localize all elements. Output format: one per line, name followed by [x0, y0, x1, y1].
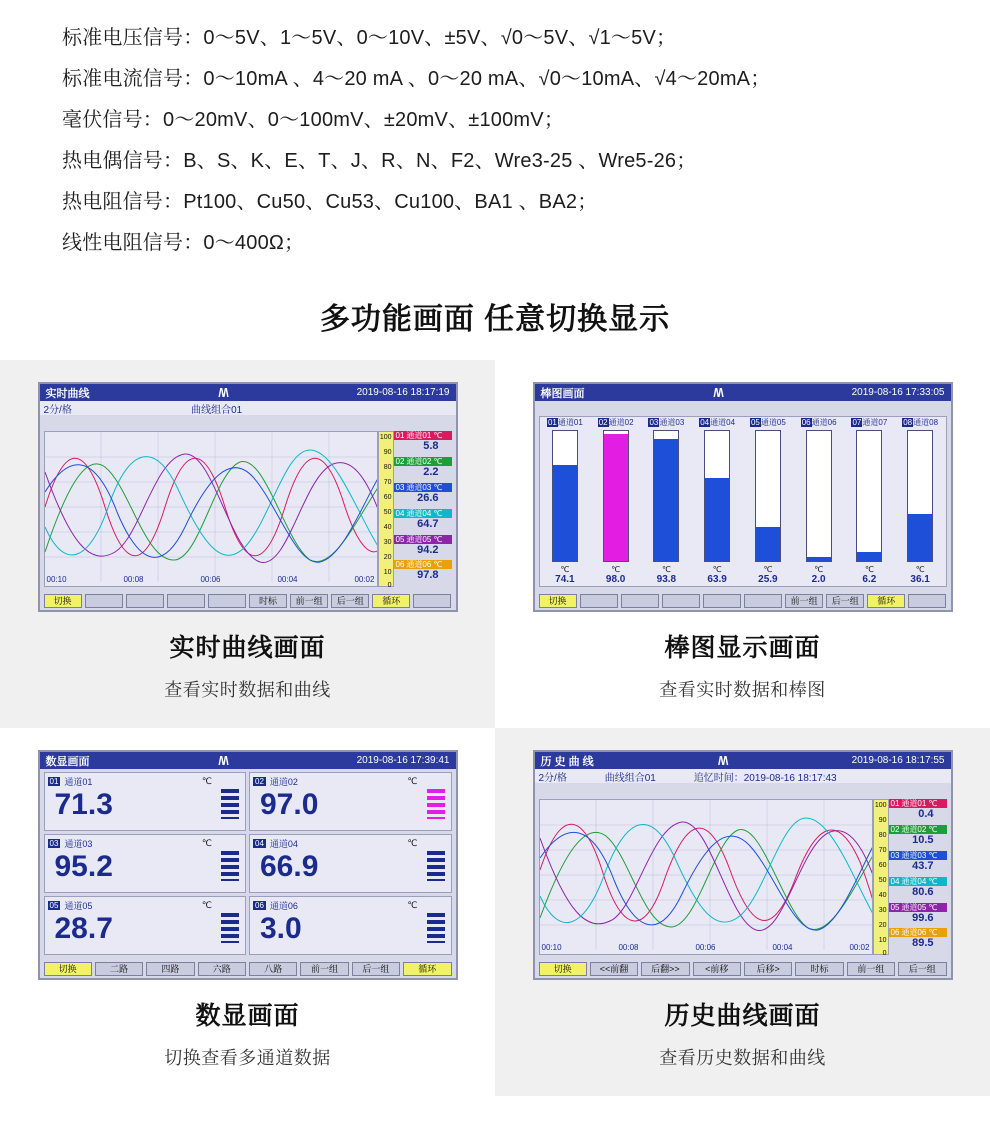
brand-logo-icon: /\/\ — [218, 385, 228, 400]
channel-value: 2.0 — [811, 574, 826, 585]
history-x-label: 00:10 — [541, 943, 562, 952]
history-title: 历 史 曲 线 — [540, 755, 594, 768]
bargraph-screen[interactable] — [533, 382, 953, 612]
panel-bargraph — [495, 360, 990, 728]
digital-cell[interactable] — [249, 896, 452, 955]
channel-name: 通道02 — [608, 418, 634, 427]
button-eight-ch[interactable]: 八路 — [249, 962, 297, 976]
button-switch[interactable]: 切换 — [44, 962, 92, 976]
channel-name: 通道04 — [406, 508, 432, 518]
channel-item[interactable] — [889, 825, 947, 851]
button-switch[interactable]: 切换 — [539, 594, 577, 608]
brand-logo-icon: /\/\ — [717, 753, 728, 768]
channel-name: 通道04 — [269, 839, 298, 849]
bargraph-col-head — [743, 417, 794, 429]
channel-value: 94.2 — [417, 543, 439, 556]
y-tick: 30 — [878, 907, 887, 914]
channel-unit: ℃ — [928, 799, 938, 808]
bar-column[interactable] — [692, 430, 743, 562]
channel-name: 通道04 — [901, 876, 927, 886]
channel-index: 04 — [700, 418, 710, 427]
history-subbar — [535, 769, 951, 783]
channel-index: 03 — [395, 482, 405, 492]
channel-name: 通道02 — [406, 456, 432, 466]
channel-unit: ℃ — [661, 565, 671, 574]
channel-item[interactable] — [394, 535, 452, 561]
bar-indicator-icon — [427, 913, 445, 943]
channel-index: 05 — [395, 534, 405, 544]
button-shift-forward[interactable]: 后移> — [744, 962, 792, 976]
channel-unit: ℃ — [201, 900, 212, 910]
bargraph-title-bar — [535, 384, 951, 401]
channel-unit: ℃ — [407, 900, 418, 910]
realtime-x-label: 00:10 — [46, 575, 67, 584]
y-tick: 30 — [383, 539, 392, 546]
bargraph-col-head — [895, 417, 946, 429]
channel-index: 06 — [255, 901, 264, 910]
realtime-scale-label: 2分/格 — [43, 404, 72, 416]
channel-name: 通道05 — [760, 418, 786, 427]
channel-unit: ℃ — [814, 565, 824, 574]
channel-name: 通道03 — [64, 839, 93, 849]
channel-index: 02 — [395, 456, 405, 466]
channel-value: 28.7 — [54, 912, 113, 945]
channel-value: 97.0 — [260, 788, 319, 821]
y-tick: 10 — [878, 937, 887, 944]
channel-index: 08 — [903, 418, 913, 427]
channel-unit: ℃ — [433, 431, 443, 440]
realtime-x-axis — [45, 575, 377, 586]
spec-line-current: 标准电流信号：0～10mA 、4～20 mA 、0～20 mA、√0～10mA、√4～20mA； — [62, 68, 771, 90]
channel-index: 05 — [890, 902, 900, 912]
channel-name: 通道05 — [901, 902, 927, 912]
channel-item[interactable] — [394, 483, 452, 509]
channel-unit: ℃ — [915, 565, 925, 574]
spec-line-voltage: 标准电压信号：0～5V、1～5V、0～10V、±5V、√0～5V、√1～5V； — [62, 27, 677, 49]
history-button-row — [535, 959, 951, 978]
bargraph-col-head — [844, 417, 895, 429]
button-next-group[interactable]: 后一组 — [352, 962, 400, 976]
channel-name: 通道02 — [269, 777, 298, 787]
bargraph-columns — [540, 430, 946, 562]
channel-value: 99.6 — [912, 911, 934, 924]
channel-index: 02 — [890, 824, 900, 834]
bargraph-button-row — [535, 591, 951, 610]
bar-indicator-icon — [427, 851, 445, 881]
bargraph-area — [539, 416, 947, 587]
button-blank-4[interactable] — [208, 594, 246, 608]
history-scale-label: 2分/格 — [538, 772, 567, 784]
bargraph-timestamp: 2019-08-16 17:33:05 — [851, 387, 945, 398]
digital-caption-main: 数显画面 — [195, 1002, 300, 1030]
channel-unit: ℃ — [928, 824, 938, 834]
button-next-group[interactable]: 后一组 — [331, 594, 369, 608]
channel-unit: ℃ — [611, 565, 621, 574]
spec-line-rtd: 热电阻信号：Pt100、Cu50、Cu53、Cu100、BA1 、BA2； — [62, 191, 598, 213]
history-recall-label: 追忆时间：2019-08-16 18:17:43 — [693, 772, 837, 784]
channel-unit: ℃ — [928, 850, 938, 860]
channel-index: 06 — [395, 560, 405, 570]
bargraph-caption-main: 棒图显示画面 — [664, 634, 821, 662]
channel-name: 通道01 — [901, 799, 927, 808]
channel-unit: ℃ — [407, 838, 418, 848]
channel-index: 03 — [649, 418, 659, 427]
channel-unit: ℃ — [201, 838, 212, 848]
channel-value: 74.1 — [555, 574, 575, 585]
y-tick: 90 — [878, 817, 887, 824]
realtime-x-label: 00:08 — [123, 575, 144, 584]
realtime-subbar — [40, 401, 456, 415]
history-caption-sub: 查看历史数据和曲线 — [659, 1048, 826, 1068]
bargraph-caption-sub: 查看实时数据和棒图 — [659, 680, 826, 700]
realtime-group-label: 曲线组合01 — [191, 404, 243, 416]
channel-value: 5.8 — [423, 440, 439, 452]
y-tick: 70 — [878, 847, 887, 854]
digital-timestamp: 2019-08-16 17:39:41 — [356, 755, 450, 766]
button-blank-1[interactable] — [580, 594, 618, 608]
bar-column[interactable] — [540, 430, 591, 562]
button-next-group[interactable]: 后一组 — [826, 594, 864, 608]
channel-value: 25.9 — [758, 574, 778, 585]
channel-name: 通道03 — [901, 850, 927, 860]
channel-value: 93.8 — [656, 574, 677, 585]
channel-value: 97.8 — [417, 569, 439, 582]
digital-button-row — [40, 959, 456, 978]
button-blank-5[interactable] — [413, 594, 451, 608]
digital-grid — [44, 772, 452, 955]
channel-item[interactable] — [394, 560, 452, 586]
button-prev-group[interactable]: 前一组 — [785, 594, 823, 608]
channel-unit: ℃ — [433, 560, 443, 570]
channel-value: 71.3 — [54, 788, 113, 821]
history-x-label: 00:06 — [695, 943, 716, 952]
bargraph-col-head — [641, 417, 692, 429]
channel-unit: ℃ — [712, 565, 722, 574]
history-y-axis — [873, 799, 889, 955]
bar-indicator-icon — [427, 789, 445, 819]
channel-index: 03 — [890, 850, 900, 860]
history-x-label: 00:02 — [849, 943, 870, 952]
button-cycle[interactable]: 循环 — [867, 594, 905, 608]
channel-name: 通道04 — [710, 418, 736, 427]
button-blank-4[interactable] — [703, 594, 741, 608]
y-tick: 0 — [882, 950, 887, 957]
channel-name: 通道08 — [913, 418, 939, 427]
channel-index: 01 — [395, 431, 405, 440]
channel-name: 通道02 — [901, 824, 927, 834]
y-tick: 50 — [878, 877, 887, 884]
y-tick: 100 — [874, 802, 887, 809]
channel-unit: ℃ — [763, 565, 773, 574]
bar-indicator-icon — [221, 913, 239, 943]
channel-index: 02 — [598, 418, 608, 427]
button-timemark[interactable]: 时标 — [795, 962, 843, 976]
channel-index: 06 — [890, 928, 900, 938]
history-x-label: 00:04 — [772, 943, 793, 952]
channel-item[interactable] — [889, 903, 947, 929]
channel-value: 98.0 — [605, 574, 626, 585]
history-x-label: 00:08 — [618, 943, 639, 952]
channel-name: 通道03 — [406, 482, 432, 492]
button-blank-2[interactable] — [621, 594, 659, 608]
channel-name: 通道03 — [659, 418, 685, 427]
channel-name: 通道05 — [406, 534, 432, 544]
button-four-ch[interactable]: 四路 — [146, 962, 194, 976]
spec-line-resistance: 线性电阻信号：0～400Ω； — [62, 232, 305, 254]
channel-unit: ℃ — [864, 565, 874, 574]
spec-line-millivolt: 毫伏信号：0～20mV、0～100mV、±20mV、±100mV； — [62, 109, 565, 131]
button-prev-group[interactable]: 前一组 — [847, 962, 895, 976]
digital-cell[interactable] — [44, 772, 247, 831]
channel-item[interactable] — [889, 851, 947, 877]
channel-value: 26.6 — [417, 491, 439, 504]
channel-name: 通道01 — [64, 777, 93, 787]
history-timestamp: 2019-08-16 18:17:55 — [851, 755, 945, 766]
channel-name: 通道06 — [811, 418, 837, 427]
brand-logo-icon: /\/\ — [713, 385, 723, 400]
bar-indicator-icon — [221, 789, 239, 819]
bar-column[interactable] — [793, 430, 844, 562]
history-group-label: 曲线组合01 — [604, 772, 656, 784]
channel-value: 80.6 — [912, 885, 934, 898]
button-six-ch[interactable]: 六路 — [198, 962, 246, 976]
button-blank-1[interactable] — [85, 594, 123, 608]
history-caption-main: 历史曲线画面 — [664, 1002, 821, 1030]
y-tick: 50 — [383, 509, 392, 516]
channel-name: 通道05 — [64, 901, 93, 911]
bargraph-title: 棒图画面 — [540, 387, 585, 400]
bargraph-col-head — [793, 417, 844, 429]
realtime-x-label: 00:06 — [200, 575, 221, 584]
digital-screen[interactable] — [38, 750, 458, 980]
bargraph-units-row — [540, 565, 946, 574]
channel-name: 通道06 — [901, 928, 927, 938]
channel-value: 6.2 — [862, 574, 877, 585]
y-tick: 90 — [383, 449, 392, 456]
channel-name: 通道06 — [269, 901, 298, 911]
channel-unit: ℃ — [433, 482, 443, 492]
channel-value: 64.7 — [417, 517, 439, 530]
y-tick: 20 — [878, 922, 887, 929]
realtime-y-axis — [378, 431, 394, 587]
button-page-back[interactable]: <<前翻 — [590, 962, 638, 976]
button-cycle[interactable]: 循环 — [403, 962, 451, 976]
y-tick: 40 — [383, 524, 392, 531]
brand-logo-icon: /\/\ — [218, 753, 228, 768]
spec-line-thermocouple: 热电偶信号：B、S、K、E、T、J、R、N、F2、Wre3-25 、Wre5-26； — [62, 150, 697, 172]
realtime-plot — [44, 431, 378, 587]
channel-index: 04 — [890, 876, 900, 886]
channel-unit: ℃ — [928, 902, 938, 912]
channel-unit: ℃ — [433, 534, 443, 544]
channel-unit: ℃ — [433, 456, 443, 466]
bar-column[interactable] — [590, 430, 641, 562]
channel-value: 2.2 — [423, 465, 439, 478]
y-tick: 80 — [878, 832, 887, 839]
channel-value: 43.7 — [912, 859, 934, 872]
button-cycle[interactable]: 循环 — [372, 594, 410, 608]
channel-name: 通道07 — [862, 418, 888, 427]
bar-column[interactable] — [743, 430, 794, 562]
channel-index: 01 — [890, 799, 900, 808]
digital-caption-sub: 切换查看多通道数据 — [164, 1048, 331, 1068]
channel-index: 01 — [547, 418, 557, 427]
history-screen[interactable] — [533, 750, 953, 980]
button-shift-back[interactable]: <前移 — [693, 962, 741, 976]
channel-item[interactable] — [394, 509, 452, 535]
button-switch[interactable]: 切换 — [539, 962, 587, 976]
channel-index: 04 — [255, 839, 264, 848]
digital-title-bar — [40, 752, 456, 769]
button-blank-5[interactable] — [744, 594, 782, 608]
button-blank-3[interactable] — [662, 594, 700, 608]
button-two-ch[interactable]: 二路 — [95, 962, 143, 976]
history-channel-list — [889, 799, 947, 955]
channel-item[interactable] — [394, 457, 452, 483]
channel-unit: ℃ — [928, 928, 938, 938]
digital-cell[interactable] — [249, 772, 452, 831]
y-tick: 60 — [383, 494, 392, 501]
button-prev-group[interactable]: 前一组 — [300, 962, 348, 976]
channel-unit: ℃ — [407, 776, 418, 786]
bar-indicator-icon — [221, 851, 239, 881]
realtime-title-bar — [40, 384, 456, 401]
bargraph-col-head — [692, 417, 743, 429]
realtime-title: 实时曲线 — [45, 387, 90, 400]
digital-cell[interactable] — [249, 834, 452, 893]
channel-value: 89.5 — [912, 937, 934, 950]
bargraph-col-head — [590, 417, 641, 429]
y-tick: 0 — [387, 582, 392, 589]
y-tick: 70 — [383, 479, 392, 486]
y-tick: 10 — [383, 569, 392, 576]
button-prev-group[interactable]: 前一组 — [290, 594, 328, 608]
channel-unit: ℃ — [928, 876, 938, 886]
bar-column[interactable] — [641, 430, 692, 562]
button-blank-2[interactable] — [126, 594, 164, 608]
channel-item[interactable] — [394, 431, 452, 457]
channel-index: 05 — [49, 901, 59, 910]
channel-value: 3.0 — [260, 912, 302, 945]
history-title-bar — [535, 752, 951, 769]
panel-digital — [0, 728, 495, 1096]
y-tick: 60 — [878, 862, 887, 869]
channel-name: 通道06 — [406, 560, 432, 570]
channel-index: 04 — [395, 508, 405, 518]
channel-name: 通道01 — [557, 418, 583, 427]
channel-unit: ℃ — [433, 508, 443, 518]
section-headline: 多功能画面 任意切换显示 — [319, 303, 671, 336]
digital-title: 数显画面 — [45, 755, 90, 768]
realtime-button-row — [40, 591, 456, 610]
y-tick: 80 — [383, 464, 392, 471]
button-switch[interactable]: 切换 — [44, 594, 82, 608]
channel-index: 05 — [750, 418, 760, 427]
y-tick: 100 — [379, 434, 392, 441]
channel-index: 01 — [49, 777, 59, 786]
button-page-forward[interactable]: 后翻>> — [641, 962, 689, 976]
button-next-group[interactable]: 后一组 — [898, 962, 946, 976]
channel-value: 36.1 — [910, 574, 930, 585]
channel-value: 63.9 — [707, 574, 727, 585]
history-x-axis — [540, 943, 872, 954]
bar-column[interactable] — [895, 430, 946, 562]
bar-column[interactable] — [844, 430, 895, 562]
channel-value: 95.2 — [54, 850, 113, 883]
channel-item[interactable] — [889, 928, 947, 954]
panel-history — [495, 728, 990, 1096]
realtime-curves — [45, 432, 378, 582]
channel-index: 07 — [852, 418, 862, 427]
channel-value: 10.5 — [912, 833, 934, 846]
channel-index: 03 — [49, 839, 59, 848]
bargraph-col-head — [540, 417, 591, 429]
realtime-screen[interactable] — [38, 382, 458, 612]
channel-index: 06 — [801, 418, 811, 427]
channel-name: 通道01 — [406, 431, 432, 440]
digital-cell[interactable] — [44, 834, 247, 893]
button-blank-6[interactable] — [908, 594, 946, 608]
y-tick: 40 — [878, 892, 887, 899]
bargraph-header-row — [540, 417, 946, 429]
realtime-x-label: 00:04 — [277, 575, 298, 584]
bargraph-values-row — [540, 574, 946, 585]
channel-value: 0.4 — [918, 808, 934, 820]
realtime-x-label: 00:02 — [354, 575, 375, 584]
realtime-caption-sub: 查看实时数据和曲线 — [164, 680, 331, 700]
history-plot — [539, 799, 873, 955]
channel-unit: ℃ — [560, 565, 570, 574]
realtime-caption-main: 实时曲线画面 — [169, 634, 326, 662]
channel-item[interactable] — [889, 799, 947, 825]
channel-item[interactable] — [889, 877, 947, 903]
button-timemark[interactable]: 时标 — [249, 594, 287, 608]
panel-grid — [0, 360, 990, 1096]
history-curves — [540, 800, 873, 950]
button-blank-3[interactable] — [167, 594, 205, 608]
realtime-timestamp: 2019-08-16 18:17:19 — [356, 387, 450, 398]
realtime-channel-list — [394, 431, 452, 587]
digital-cell[interactable] — [44, 896, 247, 955]
y-tick: 20 — [383, 554, 392, 561]
channel-value: 66.9 — [260, 850, 319, 883]
panel-realtime — [0, 360, 495, 728]
spec-list — [0, 0, 990, 264]
channel-unit: ℃ — [201, 776, 212, 786]
channel-index: 02 — [255, 777, 264, 786]
